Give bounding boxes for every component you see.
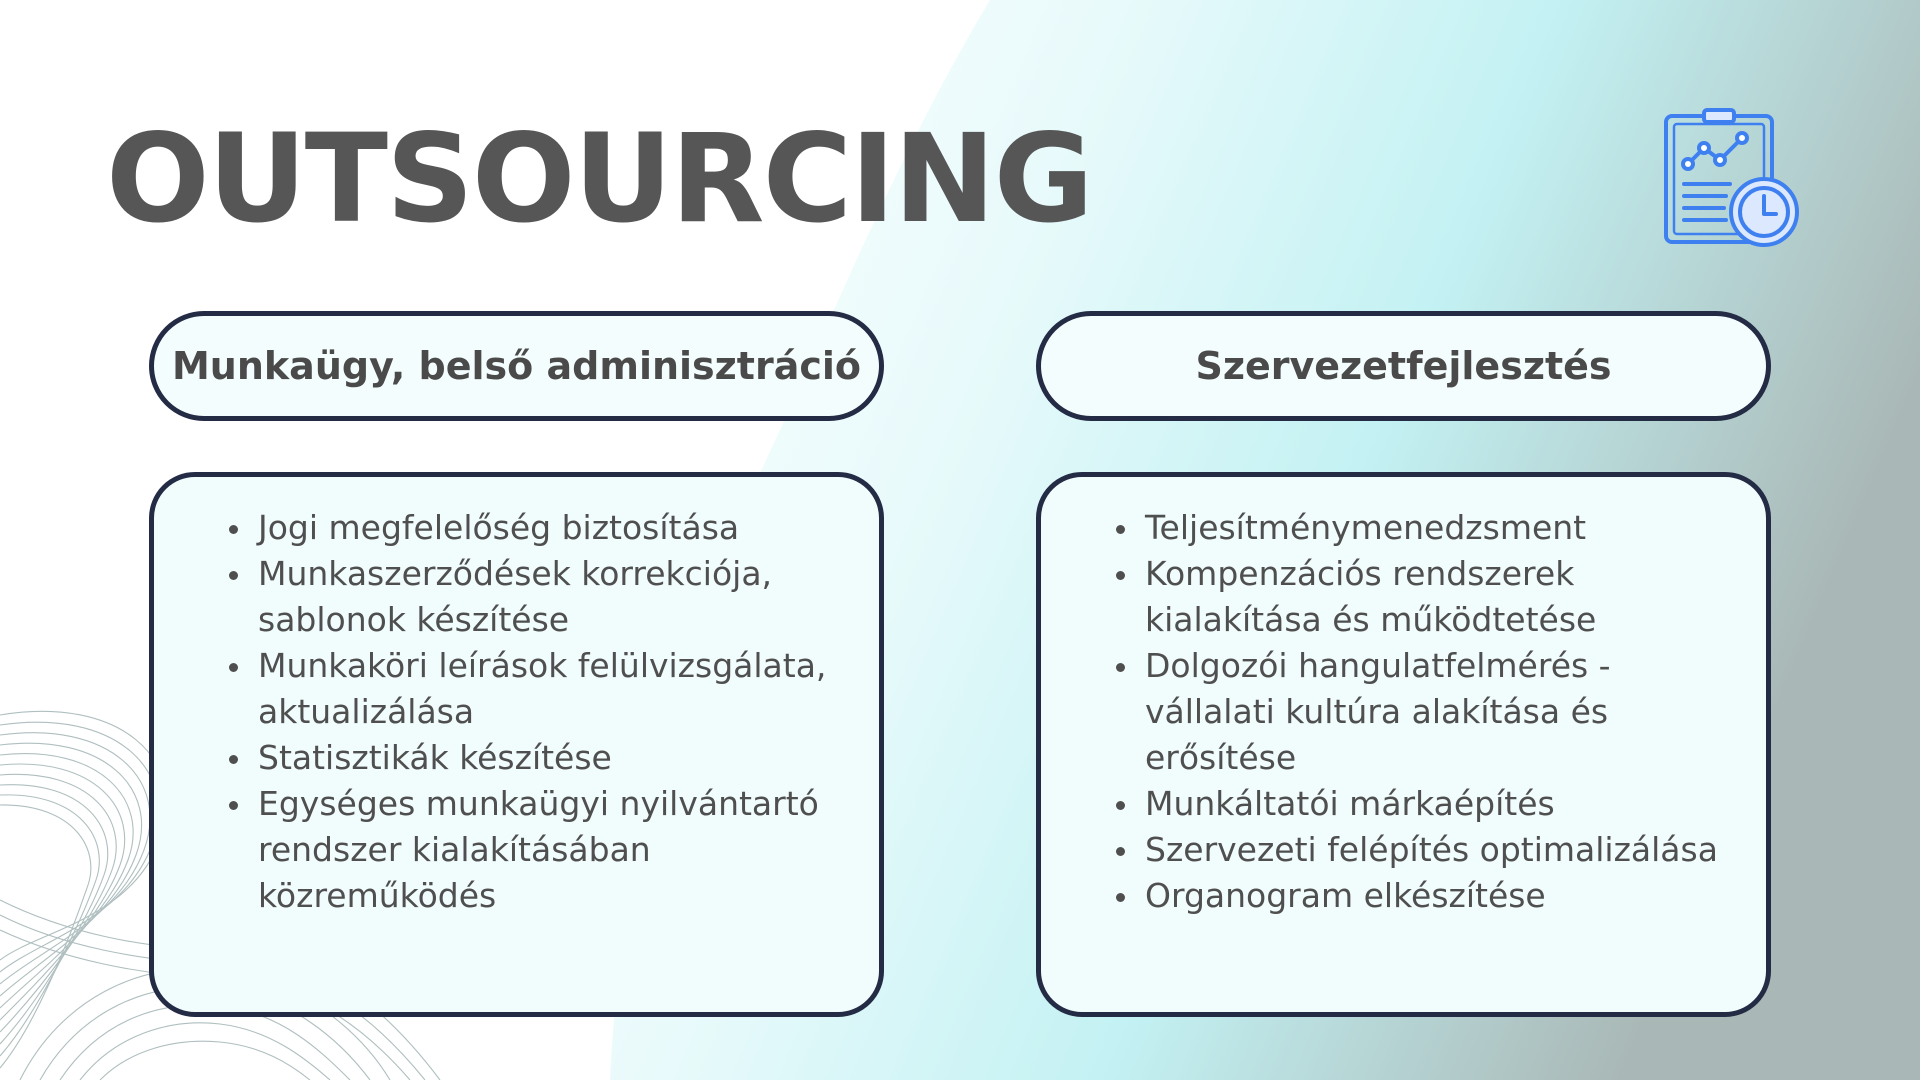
list-item: Munkaköri leírások felülvizsgálata, aktualizálása [258,643,859,735]
list-item: Szervezeti felépítés optimalizálása [1145,827,1746,873]
heading-label: Szervezetfejlesztés [1195,344,1612,388]
content-card-munkaugy [149,472,884,1017]
content-card-szervezetfejlesztes [1036,472,1771,1017]
bullet-list [154,477,879,919]
heading-pill-szervezetfejlesztes [1036,311,1771,421]
list-item: Munkáltatói márkaépítés [1145,781,1746,827]
list-item: Munkaszerződések korrekciója, sablonok készítése [258,551,859,643]
list-item: Teljesítménymenedzsment [1145,505,1746,551]
list-item: Jogi megfelelőség biztosítása [258,505,859,551]
list-item: Statisztikák készítése [258,735,859,781]
page-title: OUTSOURCING [106,108,1092,250]
bullet-list [1041,477,1766,919]
list-item: Dolgozói hangulatfelmérés - vállalati kultúra alakítása és erősítése [1145,643,1746,781]
list-item: Organogram elkészítése [1145,873,1746,919]
clipboard-chart-clock-icon [1660,108,1802,250]
list-item: Kompenzációs rendszerek kialakítása és működtetése [1145,551,1746,643]
list-item: Egységes munkaügyi nyilvántartó rendszer kialakításában közreműködés [258,781,859,919]
heading-pill-munkaugy [149,311,884,421]
heading-label: Munkaügy, belső adminisztráció [171,344,861,388]
